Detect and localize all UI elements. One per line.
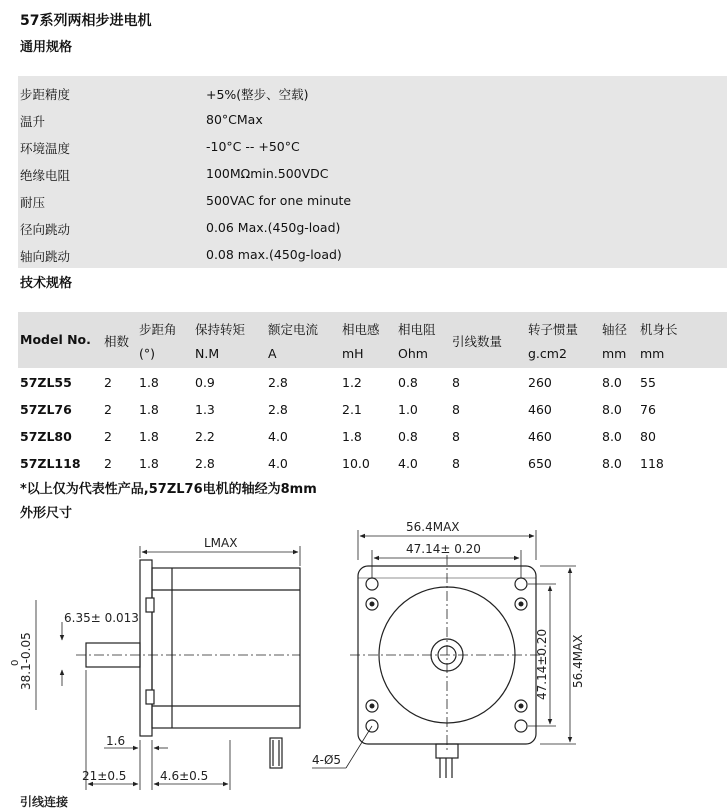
header-rotor-inertia-unit: g.cm2 (528, 346, 567, 361)
header-rated-current: 额定电流 (268, 322, 319, 337)
tech-spec-cell: 8 (452, 429, 460, 444)
tech-spec-cell: 8 (452, 456, 460, 471)
header-rated-current-unit: A (268, 346, 277, 361)
tech-spec-cell: 1.2 (342, 375, 362, 390)
tech-spec-cell: 8 (452, 375, 460, 390)
motor-side-body (152, 568, 300, 728)
header-shaft-dia-unit: mm (602, 346, 627, 361)
dim-lmax: LMAX (204, 536, 238, 550)
header-holding-torque-unit: N.M (195, 346, 220, 361)
tech-spec-cell: 650 (528, 456, 552, 471)
dim-side-spacing: 47.14±0.20 (535, 628, 549, 700)
tech-spec-cell: 1.8 (139, 375, 159, 390)
general-spec-heading: 通用规格 (20, 40, 73, 55)
tech-spec-cell: 2 (104, 402, 112, 417)
tech-spec-cell: 0.9 (195, 375, 215, 390)
header-resistance-unit: Ohm (398, 346, 428, 361)
tech-spec-model: 57ZL55 (20, 375, 72, 390)
tech-spec-heading: 技术规格 (20, 276, 73, 291)
tech-spec-model: 57ZL80 (20, 429, 72, 444)
dim-flange-dia: 38.1-0.05 (19, 632, 33, 690)
tech-spec-cell: 118 (640, 456, 664, 471)
general-spec-value: 500VAC for one minute (206, 193, 352, 208)
dim-4-6: 4.6±0.5 (160, 769, 209, 783)
dim-holes: 4-Ø5 (312, 753, 342, 767)
header-lead-wires: 引线数量 (452, 334, 503, 349)
tech-spec-cell: 2 (104, 375, 112, 390)
header-rotor-inertia: 转子惯量 (528, 322, 579, 337)
tech-spec-cell: 1.0 (398, 402, 418, 417)
header-holding-torque: 保持转矩 (195, 322, 246, 337)
header-step-angle-unit: (°) (139, 346, 156, 361)
dim-1-6: 1.6 (106, 734, 126, 748)
header-model: Model No. (20, 332, 91, 347)
tech-spec-cell: 0.8 (398, 375, 418, 390)
general-spec-value: +5%(整步、空载) (206, 87, 309, 102)
tech-spec-cell: 1.8 (342, 429, 362, 444)
tech-spec-cell: 4.0 (268, 456, 288, 471)
general-spec-value: 80°CMax (206, 112, 263, 127)
general-spec-key: 绝缘电阻 (20, 168, 71, 183)
tech-spec-cell: 4.0 (398, 456, 418, 471)
tech-spec-cell: 8 (452, 402, 460, 417)
tech-spec-cell: 55 (640, 375, 656, 390)
tech-spec-cell: 460 (528, 402, 552, 417)
lead-connection-heading: 引线连接 (20, 795, 69, 809)
header-inductance: 相电感 (342, 322, 380, 337)
tech-spec-cell: 0.8 (398, 429, 418, 444)
dim-hole-spacing: 47.14± 0.20 (406, 542, 481, 556)
tech-spec-cell: 8.0 (602, 429, 622, 444)
general-spec-key: 温升 (20, 114, 46, 129)
general-spec-key: 步距精度 (20, 87, 71, 102)
header-body-length-unit: mm (640, 346, 665, 361)
tech-spec-model: 57ZL118 (20, 456, 81, 471)
tech-spec-cell: 2.8 (268, 375, 288, 390)
tech-spec-cell: 8.0 (602, 375, 622, 390)
tech-spec-cell: 80 (640, 429, 656, 444)
tech-spec-cell: 4.0 (268, 429, 288, 444)
tech-spec-cell: 460 (528, 429, 552, 444)
tech-spec-cell: 1.8 (139, 456, 159, 471)
dim-flange-dia-sup: 0 (10, 659, 21, 666)
tech-spec-cell: 2.1 (342, 402, 362, 417)
header-body-length: 机身长 (640, 322, 678, 337)
tech-spec-model: 57ZL76 (20, 402, 72, 417)
tech-spec-cell: 260 (528, 375, 552, 390)
tech-spec-cell: 2 (104, 429, 112, 444)
header-step-angle: 步距角 (139, 322, 177, 337)
tech-spec-cell: 2 (104, 456, 112, 471)
general-spec-key: 耐压 (20, 195, 46, 210)
dim-shaft-dia: 6.35± 0.013 (64, 611, 139, 625)
tech-spec-cell: 10.0 (342, 456, 370, 471)
general-spec-key: 径向跳动 (20, 222, 71, 237)
dimension-heading: 外形尺寸 (20, 506, 73, 521)
product-note: *以上仅为代表性产品,57ZL76电机的轴经为8mm (20, 482, 317, 497)
general-spec-value: 0.08 max.(450g-load) (206, 247, 342, 262)
tech-spec-cell: 2.8 (195, 456, 215, 471)
header-inductance-unit: mH (342, 346, 364, 361)
header-resistance: 相电阻 (398, 322, 436, 337)
general-spec-key: 轴向跳动 (20, 249, 71, 264)
header-phases: 相数 (104, 334, 130, 349)
general-spec-value: -10°C -- +50°C (206, 139, 300, 154)
motor-side-flange (140, 560, 152, 736)
page-title: 57系列两相步进电机 (20, 13, 152, 29)
tech-spec-cell: 1.8 (139, 429, 159, 444)
general-spec-value: 100MΩmin.500VDC (206, 166, 329, 181)
tech-spec-cell: 76 (640, 402, 656, 417)
dim-21: 21±0.5 (82, 769, 127, 783)
tech-spec-cell: 8.0 (602, 456, 622, 471)
tech-spec-cell: 2.2 (195, 429, 215, 444)
dim-side-max: 56.4MAX (571, 634, 585, 688)
tech-spec-cell: 1.3 (195, 402, 215, 417)
tech-spec-cell: 1.8 (139, 402, 159, 417)
header-shaft-dia: 轴径 (602, 322, 628, 337)
tech-spec-cell: 2.8 (268, 402, 288, 417)
general-spec-key: 环境温度 (20, 141, 71, 156)
general-spec-value: 0.06 Max.(450g-load) (206, 220, 341, 235)
dim-top-max: 56.4MAX (406, 520, 460, 534)
tech-spec-cell: 8.0 (602, 402, 622, 417)
